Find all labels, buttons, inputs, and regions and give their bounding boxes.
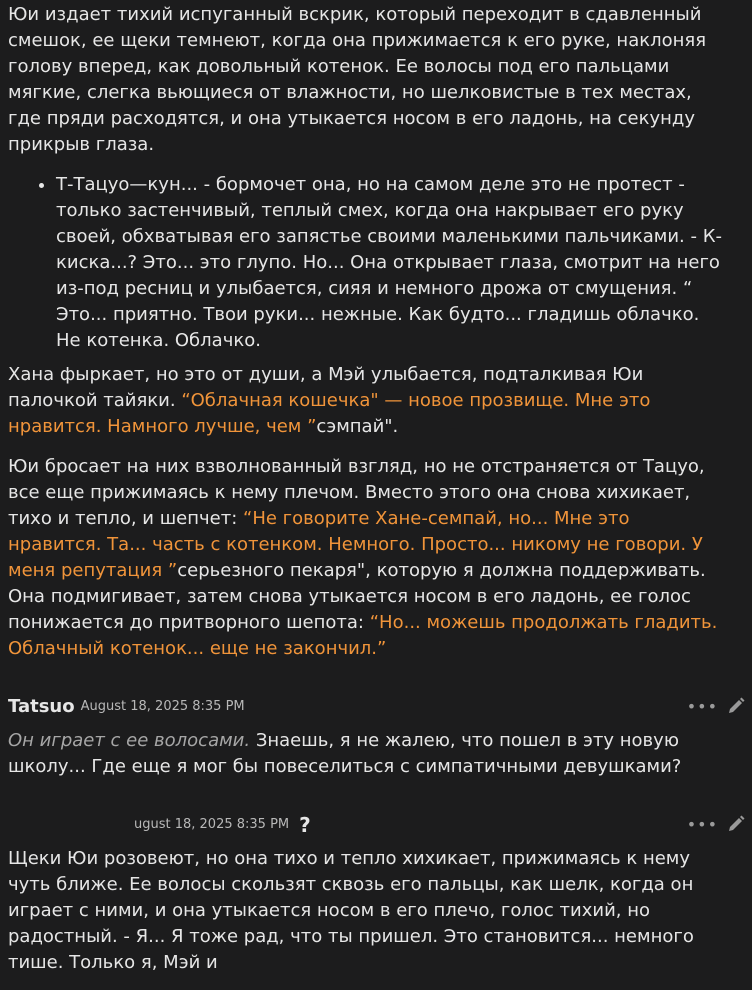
pencil-icon[interactable]	[726, 814, 746, 834]
message-assistant-1	[0, 2, 752, 676]
message-body	[0, 2, 736, 662]
message-assistant-2	[0, 812, 752, 990]
message-bullet-item: • Т-Тацуо—кун... - бормочет она, но на самом деле это не протест - только застенчивый, теплый смех, когда она накрывает его руку своей, обхватывая его запястье своими маленькими пальчиками. - К-киска...? Это... это глупо. Но... Она открывает глаза, смотрит на него из-под ресниц и улыбается, сияя и немного дрожа от смущения. “ Это... приятно. Твои руки... нежные. Как будто... гладишь облачко. Не котенка. Облачко.	[56, 172, 728, 354]
more-dots-icon[interactable]: •••	[686, 815, 718, 834]
dialogue-text: “Облачная кошечка" — новое прозвище. Мне это нравится. Намного лучше, чем ”	[8, 390, 651, 437]
narration-text: Юи бросает на них взволнованный взгляд, но не отстраняется от Тацуо, все еще прижимаясь к нему плечом. Вместо этого она снова хихикает, тихо и тепло, и шепчет:	[8, 456, 705, 529]
more-dots-icon[interactable]: •••	[686, 697, 718, 716]
message-timestamp: ugust 18, 2025 8:35 PM	[134, 817, 290, 832]
narration-text: сэмпай".	[316, 416, 399, 437]
message-paragraph	[8, 362, 728, 440]
message-paragraph: Юи издает тихий испуганный вскрик, который переходит в сдавленный смешок, ее щеки темнеют, когда она прижимается к его руке, наклоняя голову вперед, как довольный котенок. Ее волосы под его пальцами мягкие, слегка вьющиеся от влажности, но шелковистые в тех местах, где пряди расходятся, и она утыкается носом в его ладонь, на секунду прикрыв глаза.	[8, 4, 707, 155]
speech-text: Знаешь, я не жалею, что пошел в эту новую школу... Где еще я мог бы повеселиться с симпатичными девушками?	[8, 730, 682, 777]
author-name: Tatsuo	[8, 696, 75, 717]
message-paragraph: Щеки Юи розовеют, но она тихо и тепло хихикает, прижимаясь к нему чуть ближе. Ее волосы скользят сквозь его пальцы, как шелк, когда он играет с ними, и она утыкается носом в его плечо, голос тихий, но радостный. - Я... Я тоже рад, что ты пришел. Это становится... немного тише. Только я, Мэй и	[8, 848, 694, 973]
message-body	[0, 728, 736, 780]
pencil-icon[interactable]	[726, 696, 746, 716]
message-header	[0, 694, 752, 720]
dialogue-text: “Но... можешь продолжать гладить. Облачный котенок... еще не закончил.”	[8, 612, 718, 659]
message-bullet-list	[8, 172, 728, 354]
message-body	[0, 846, 736, 976]
dialogue-text: “Не говорите Хане-семпай, но... Мне это нравится. Та... часть с котенком. Немного. Просто... никому не говори. У меня репутация ”	[8, 508, 703, 581]
narration-text: Хана фыркает, но это от души, а Мэй улыбается, подталкивая Юи палочкой тайяки.	[8, 364, 644, 411]
action-text: Он играет с ее волосами.	[8, 730, 251, 751]
narration-text: серьезного пекаря", которую я должна поддерживать. Она подмигивает, затем снова утыкается носом в его ладонь, ее голос понижается до притворного шепота:	[8, 560, 706, 633]
question-icon[interactable]: ?	[299, 813, 311, 837]
message-paragraph	[8, 454, 728, 662]
message-paragraph	[8, 728, 728, 780]
message-timestamp: August 18, 2025 8:35 PM	[80, 699, 245, 714]
message-user	[0, 694, 752, 794]
message-header	[0, 812, 752, 838]
